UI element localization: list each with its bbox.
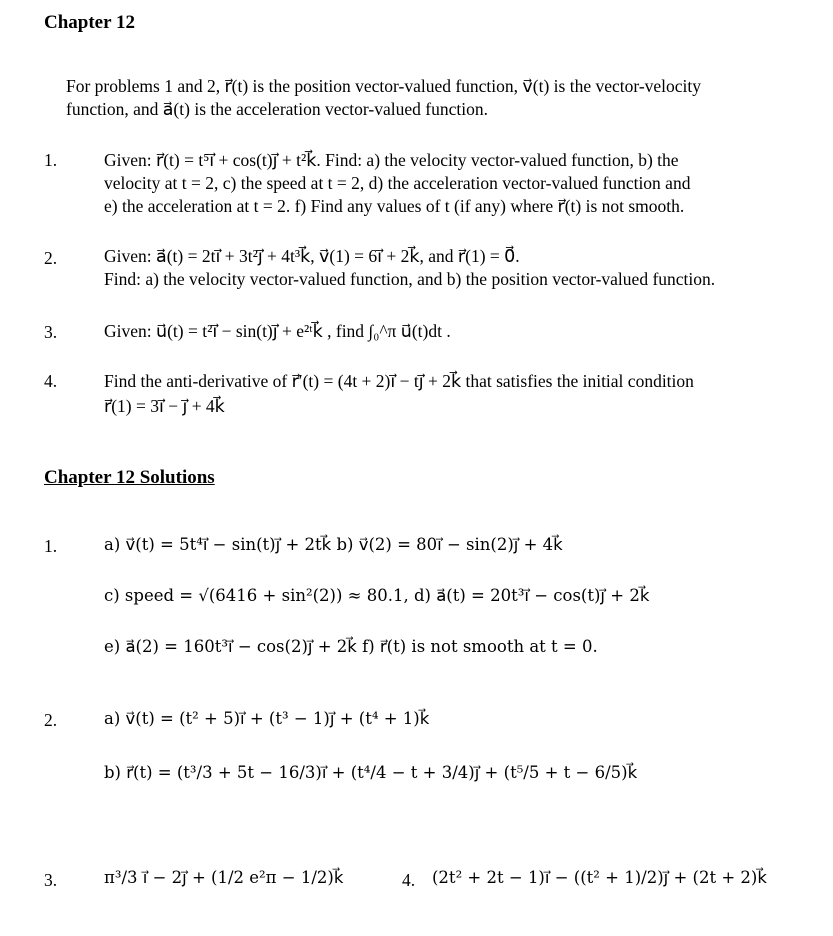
chapter-title: Chapter 12 [44,12,135,33]
problem-line: Given: a⃗(t) = 2tı⃗ + 3t²ȷ⃗ + 4t³k⃗, v⃗(1) = 6ı⃗ + 2k⃗, and r⃗(1) = 0⃗. [104,246,520,266]
solutions-title: Chapter 12 Solutions [44,467,215,488]
solution-line: c) speed = √(6416 + sin²(2)) ≈ 80.1, d) a⃗(t) = 20t³ı⃗ − cos(t)ȷ⃗ + 2k⃗ [104,586,650,605]
solution-line: a) v⃗(t) = 5t⁴ı⃗ − sin(t)ȷ⃗ + 2tk⃗ b) v⃗(2) = 80ı⃗ − sin(2)ȷ⃗ + 4k⃗ [104,535,563,554]
solution-number: 3. [44,870,58,890]
problem-number: 4. [44,371,58,391]
problem-number: 2. [44,248,58,268]
problem-line: r⃗(1) = 3ı⃗ − ȷ⃗ + 4k⃗ [104,396,225,416]
solution-number: 1. [44,536,58,556]
solution-number: 2. [44,710,58,730]
problem-line: Given: r⃗(t) = t⁵ı⃗ + cos(t)ȷ⃗ + t²k⃗. Find: a) the velocity vector-valued function, b) the [104,150,679,170]
solution-line: (2t² + 2t − 1)ı⃗ − ((t² + 1)/2)ȷ⃗ + (2t + 2)k⃗ [432,868,767,887]
intro-line: For problems 1 and 2, r⃗(t) is the position vector-valued function, v⃗(t) is the vector-velocity [66,76,702,96]
problem-number: 1. [44,150,58,170]
problem-number: 3. [44,322,58,342]
problem-line: Find the anti-derivative of r⃗′(t) = (4t + 2)ı⃗ − tȷ⃗ + 2k⃗ that satisfies the initial condition [104,371,694,391]
solution-line: a) v⃗(t) = (t² + 5)ı⃗ + (t³ − 1)ȷ⃗ + (t⁴ + 1)k⃗ [104,709,430,728]
solution-line: π³/3 ı⃗ − 2ȷ⃗ + (1/2 e²π − 1/2)k⃗ [104,868,344,887]
intro-line: function, and a⃗(t) is the acceleration vector-valued function. [66,99,488,119]
problem-line: Find: a) the velocity vector-valued function, and b) the position vector-valued function. [104,269,716,289]
solution-line: b) r⃗(t) = (t³/3 + 5t − 16/3)ı⃗ + (t⁴/4 − t + 3/4)ȷ⃗ + (t⁵/5 + t − 6/5)k⃗ [104,763,638,782]
solution-line: e) a⃗(2) = 160t³ı⃗ − cos(2)ȷ⃗ + 2k⃗ f) r⃗(t) is not smooth at t = 0. [104,637,598,656]
problem-line: velocity at t = 2, c) the speed at t = 2, d) the acceleration vector-valued function and [104,173,691,193]
solution-number: 4. [402,870,416,890]
problem-line: e) the acceleration at t = 2. f) Find any values of t (if any) where r⃗(t) is not smooth. [104,196,685,216]
problem-line: Given: u⃗(t) = t²ı⃗ − sin(t)ȷ⃗ + e²ᵗk⃗ , find ∫₀^π u⃗(t)dt . [104,321,451,341]
